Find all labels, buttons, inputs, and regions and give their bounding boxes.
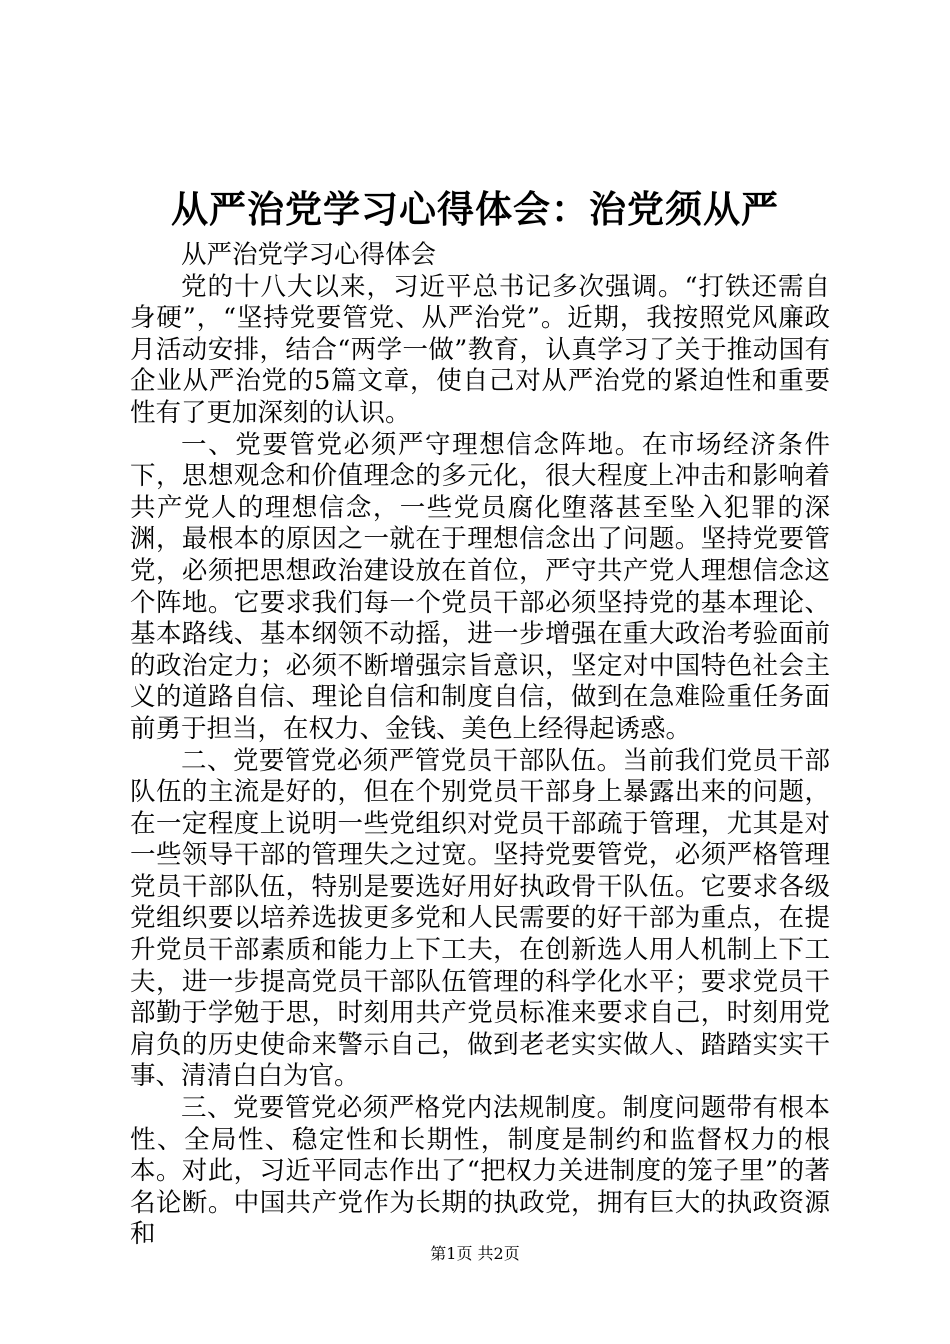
paragraph-intro: 党的十八大以来，习近平总书记多次强调。“打铁还需自身硬”，“坚持党要管党、从严治党”。近期，我按照党风廉政月活动安排，结合“两学一做”教育，认真学习了关于推动国有企业从严治党的5篇文章，使自己对从严治党的紧迫性和重要性有了更加深刻的认识。: [130, 271, 830, 428]
document-body: [130, 240, 830, 1251]
paragraph-section-3: 三、党要管党必须严格党内法规制度。制度问题带有根本性、全局性、稳定性和长期性，制度是制约和监督权力的根本。对此，习近平同志作出了“把权力关进制度的笼子里”的著名论断。中国共产党作为长期的执政党，拥有巨大的执政资源和: [130, 1093, 830, 1250]
page-footer: 第1页 共2页: [430, 1244, 520, 1263]
paragraph-subtitle: 从严治党学习心得体会: [181, 240, 437, 270]
document-title: 从严治党学习心得体会：治党须从严: [171, 187, 779, 231]
paragraph-section-1: 一、党要管党必须严守理想信念阵地。在市场经济条件下，思想观念和价值理念的多元化，很大程度上冲击和影响着共产党人的理想信念，一些党员腐化堕落甚至坠入犯罪的深渊，最根本的原因之一就在于理想信念出了问题。坚持党要管党，必须把思想政治建设放在首位，严守共产党人理想信念这个阵地。它要求我们每一个党员干部必须坚持党的基本理论、基本路线、基本纲领不动摇，进一步增强在重大政治考验面前的政治定力；必须不断增强宗旨意识，坚定对中国特色社会主义的道路自信、理论自信和制度自信，做到在急难险重任务面前勇于担当，在权力、金钱、美色上经得起诱惑。: [130, 429, 830, 744]
paragraph-section-2: 二、党要管党必须严管党员干部队伍。当前我们党员干部队伍的主流是好的，但在个别党员干部身上暴露出来的问题，在一定程度上说明一些党组织对党员干部疏于管理，尤其是对一些领导干部的管理失之过宽。坚持党要管党，必须严格管理党员干部队伍，特别是要选好用好执政骨干队伍。它要求各级党组织要以培养选拔更多党和人民需要的好干部为重点，在提升党员干部素质和能力上下工夫，在创新选人用人机制上下工夫，进一步提高党员干部队伍管理的科学化水平；要求党员干部勤于学勉于思，时刻用共产党员标准来要求自己，时刻用党肩负的历史使命来警示自己，做到老老实实做人、踏踏实实干事、清清白白为官。: [130, 745, 830, 1092]
